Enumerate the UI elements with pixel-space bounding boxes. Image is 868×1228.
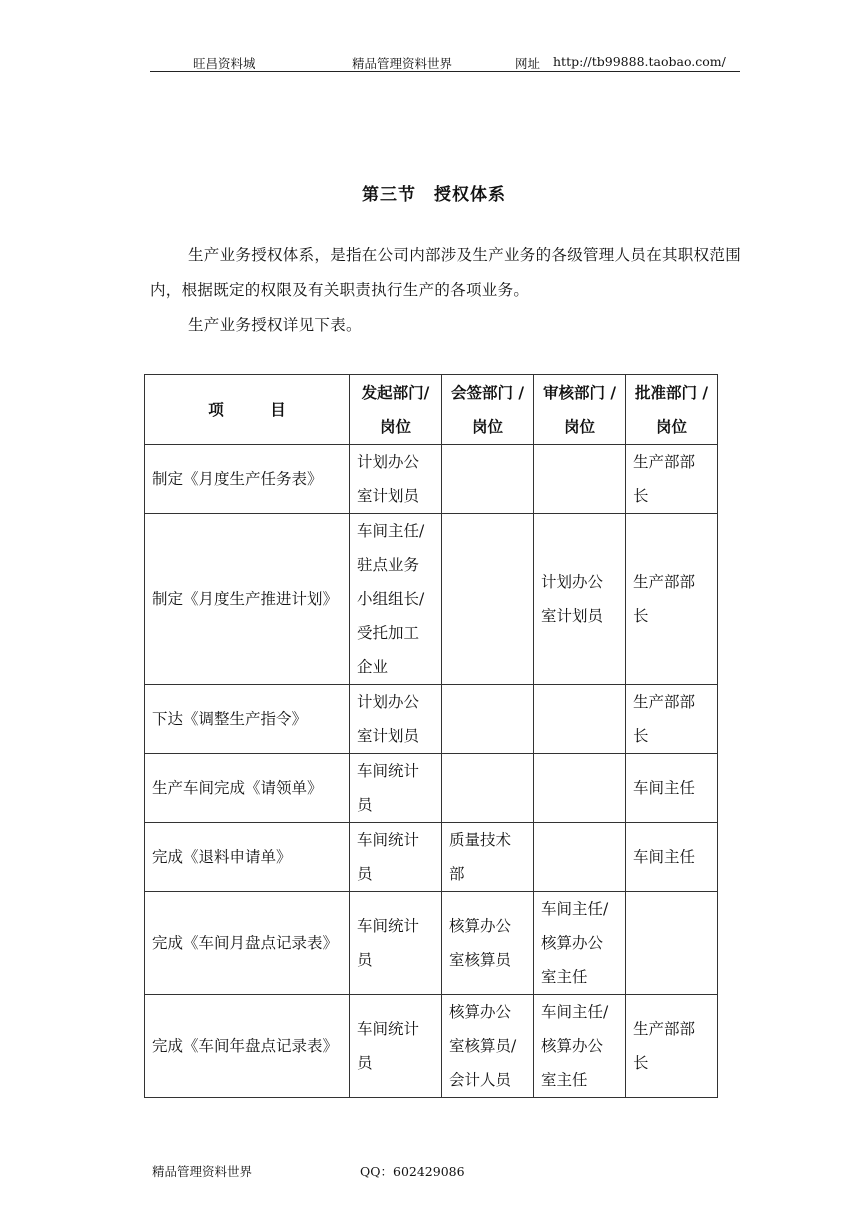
cell-review <box>534 445 626 514</box>
cell-countersign <box>442 754 534 823</box>
header-divider <box>150 71 740 72</box>
cell-initiator: 车间统计员 <box>350 995 442 1098</box>
header-url-label: 网址 <box>515 56 541 71</box>
cell-initiator: 车间统计员 <box>350 754 442 823</box>
cell-initiator: 车间统计员 <box>350 892 442 995</box>
cell-initiator: 车间主任/驻点业务小组组长/ 受托加工企业 <box>350 514 442 685</box>
intro-paragraph: 生产业务授权体系，是指在公司内部涉及生产业务的各级管理人员在其职权范围内，根据既定的权限及有关职责执行生产的各项业务。 <box>150 246 742 299</box>
header-item: 项 目 <box>145 375 350 445</box>
cell-review <box>534 685 626 754</box>
cell-item: 下达《调整生产指令》 <box>145 685 350 754</box>
table-row <box>145 514 718 685</box>
cell-item: 完成《退料申请单》 <box>145 823 350 892</box>
cell-countersign: 核算办公室核算员/会计人员 <box>442 995 534 1098</box>
table-row <box>145 823 718 892</box>
cell-approval: 生产部部长 <box>626 514 718 685</box>
cell-review <box>534 754 626 823</box>
table-row <box>145 685 718 754</box>
table-intro-paragraph: 生产业务授权详见下表。 <box>188 316 362 334</box>
table-row <box>145 892 718 995</box>
cell-item: 完成《车间年盘点记录表》 <box>145 995 350 1098</box>
cell-countersign: 核算办公室核算员 <box>442 892 534 995</box>
section-title: 第三节 授权体系 <box>362 185 506 205</box>
cell-item: 生产车间完成《请领单》 <box>145 754 350 823</box>
table-header-row <box>145 375 718 445</box>
cell-countersign: 质量技术部 <box>442 823 534 892</box>
cell-review: 车间主任/核算办公室主任 <box>534 892 626 995</box>
cell-item: 制定《月度生产任务表》 <box>145 445 350 514</box>
cell-approval: 生产部部长 <box>626 995 718 1098</box>
header-review: 审核部门 / 岗位 <box>534 375 626 445</box>
cell-countersign <box>442 445 534 514</box>
cell-approval: 生产部部长 <box>626 445 718 514</box>
table-row <box>145 995 718 1098</box>
cell-approval <box>626 892 718 995</box>
cell-initiator: 计划办公室计划员 <box>350 445 442 514</box>
cell-approval: 车间主任 <box>626 754 718 823</box>
cell-approval: 车间主任 <box>626 823 718 892</box>
cell-approval: 生产部部长 <box>626 685 718 754</box>
footer-site-name: 精品管理资料世界 <box>152 1164 253 1179</box>
header-countersign: 会签部门 / 岗位 <box>442 375 534 445</box>
cell-countersign <box>442 514 534 685</box>
cell-item: 完成《车间月盘点记录表》 <box>145 892 350 995</box>
header-url[interactable]: http://tb99888.taobao.com/ <box>553 54 726 69</box>
cell-review: 计划办公室计划员 <box>534 514 626 685</box>
cell-review: 车间主任/核算办公室主任 <box>534 995 626 1098</box>
header-approval: 批准部门 / 岗位 <box>626 375 718 445</box>
cell-item: 制定《月度生产推进计划》 <box>145 514 350 685</box>
footer-qq: QQ：602429086 <box>360 1164 465 1179</box>
header-initiator: 发起部门/岗位 <box>350 375 442 445</box>
cell-initiator: 车间统计员 <box>350 823 442 892</box>
header-shop-name: 旺昌资料城 <box>193 56 256 71</box>
cell-initiator: 计划办公室计划员 <box>350 685 442 754</box>
authorization-table <box>144 374 718 1098</box>
cell-countersign <box>442 685 534 754</box>
table-row <box>145 445 718 514</box>
header-site-name: 精品管理资料世界 <box>352 56 453 71</box>
cell-review <box>534 823 626 892</box>
table-row <box>145 754 718 823</box>
